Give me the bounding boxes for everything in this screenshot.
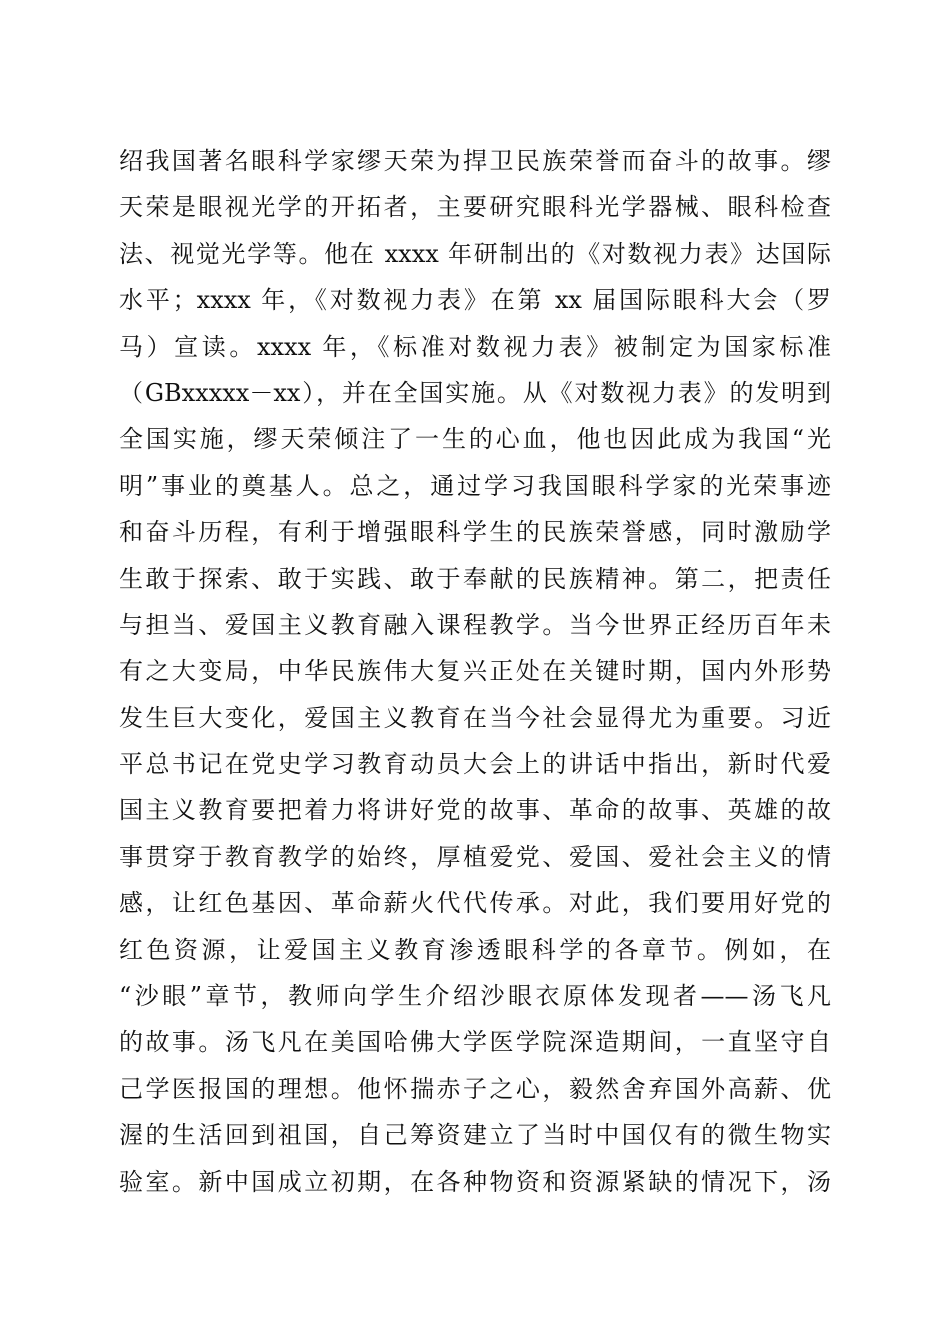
text-line: 法、视觉光学等。他在 xxxx 年研制出的《对数视力表》达国际 [119,239,831,268]
text-line: 明”事业的奠基人。总之，通过学习我国眼科学家的光荣事迹 [119,471,831,500]
text-line: 马）宣读。xxxx 年，《标准对数视力表》被制定为国家标准 [119,332,831,361]
text-line: 发生巨大变化，爱国主义教育在当今社会显得尤为重要。习近 [119,703,831,732]
text-line: 绍我国著名眼科学家缪天荣为捍卫民族荣誉而奋斗的故事。缪 [119,147,831,175]
text-line: 己学医报国的理想。他怀揣赤子之心，毅然舍弃国外高薪、优 [119,1074,831,1103]
text-line: 和奋斗历程，有利于增强眼科学生的民族荣誉感，同时激励学 [119,518,831,547]
text-line: 红色资源，让爱国主义教育渗透眼科学的各章节。例如，在 [119,935,831,964]
text-line: “沙眼”章节，教师向学生介绍沙眼衣原体发现者——汤飞凡 [119,982,831,1011]
text-line: 全国实施，缪天荣倾注了一生的心血，他也因此成为我国“光 [119,425,831,454]
text-line: 有之大变局，中华民族伟大复兴正处在关键时期，国内外形势 [119,657,831,686]
text-line: 国主义教育要把着力将讲好党的故事、革命的故事、英雄的故 [119,796,831,825]
text-line: 生敢于探索、敢于实践、敢于奉献的民族精神。第二，把责任 [119,564,831,593]
text-line: 天荣是眼视光学的开拓者，主要研究眼科光学器械、眼科检查 [119,193,831,222]
body-text [119,138,831,1205]
text-line: 感，让红色基因、革命薪火代代传承。对此，我们要用好党的 [119,889,831,918]
text-line: 水平；xxxx 年，《对数视力表》在第 xx 届国际眼科大会（罗 [119,286,831,315]
text-line: 与担当、爱国主义教育融入课程教学。当今世界正经历百年未 [119,610,831,639]
text-line: 验室。新中国成立初期，在各种物资和资源紧缺的情况下，汤 [119,1167,831,1196]
text-line: 平总书记在党史学习教育动员大会上的讲话中指出，新时代爱 [119,750,831,779]
text-line: 的故事。汤飞凡在美国哈佛大学医学院深造期间，一直坚守自 [119,1028,831,1057]
text-line: 渥的生活回到祖国，自己筹资建立了当时中国仅有的微生物实 [119,1121,831,1150]
text-line: （GBxxxxx－xx），并在全国实施。从《对数视力表》的发明到 [119,378,831,407]
text-line: 事贯穿于教育教学的始终，厚植爱党、爱国、爱社会主义的情 [119,842,831,871]
